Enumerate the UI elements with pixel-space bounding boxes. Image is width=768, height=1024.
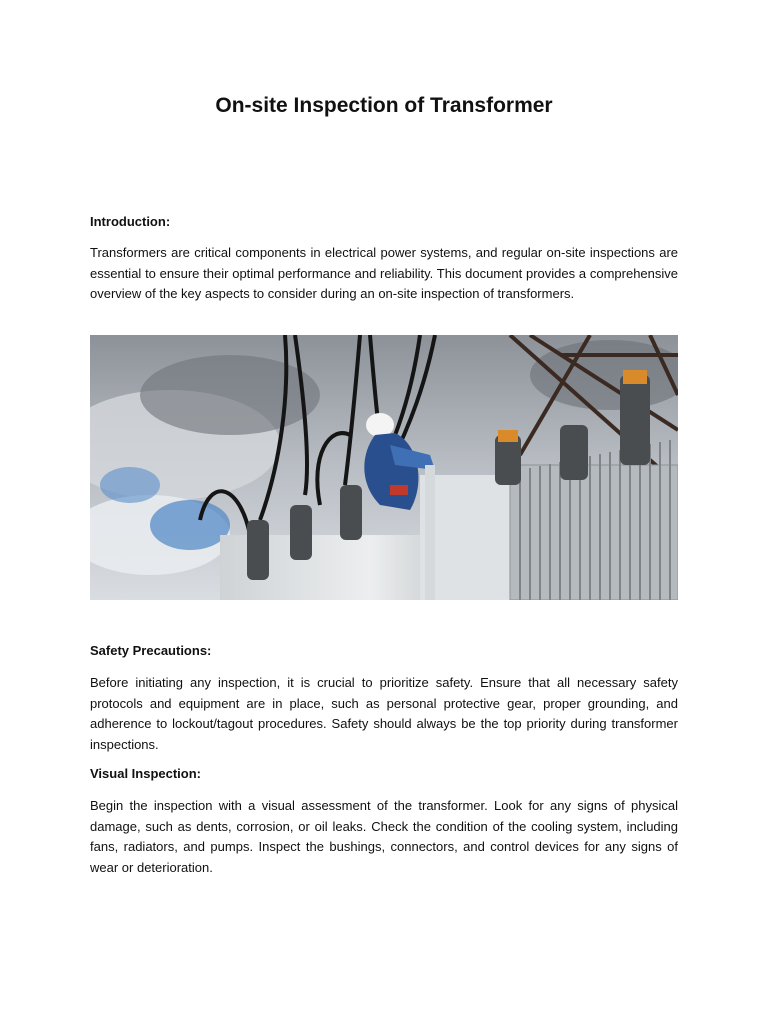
section-body-introduction: Transformers are critical components in electrical power systems, and regular on-site inspections are essential to ensure their optimal performance and reliability. This document provides a comprehensive overview of the key aspects to consider during an on-site inspection of transformers. (90, 245, 678, 301)
transformer-inspection-photo (90, 335, 678, 600)
section-body-safety-precautions: Before initiating any inspection, it is crucial to prioritize safety. Ensure that all necessary safety protocols and equipment are in place, such as personal protective gear, proper grounding, and adherence to lockout/tagout procedures. Safety should always be the top priority during transformer inspections. (90, 675, 678, 752)
document-title: On-site Inspection of Transformer (215, 94, 553, 117)
section-body-visual-inspection: Begin the inspection with a visual assessment of the transformer. Look for any signs of physical damage, such as dents, corrosion, or oil leaks. Check the condition of the cooling system, including fans, radiators, and pumps. Inspect the bushings, connectors, and control devices for any signs of wear or deterioration. (90, 798, 678, 875)
section-heading-introduction: Introduction: (90, 214, 171, 229)
section-heading-visual-inspection: Visual Inspection: (90, 766, 202, 781)
section-heading-safety-precautions: Safety Precautions: (90, 643, 212, 658)
